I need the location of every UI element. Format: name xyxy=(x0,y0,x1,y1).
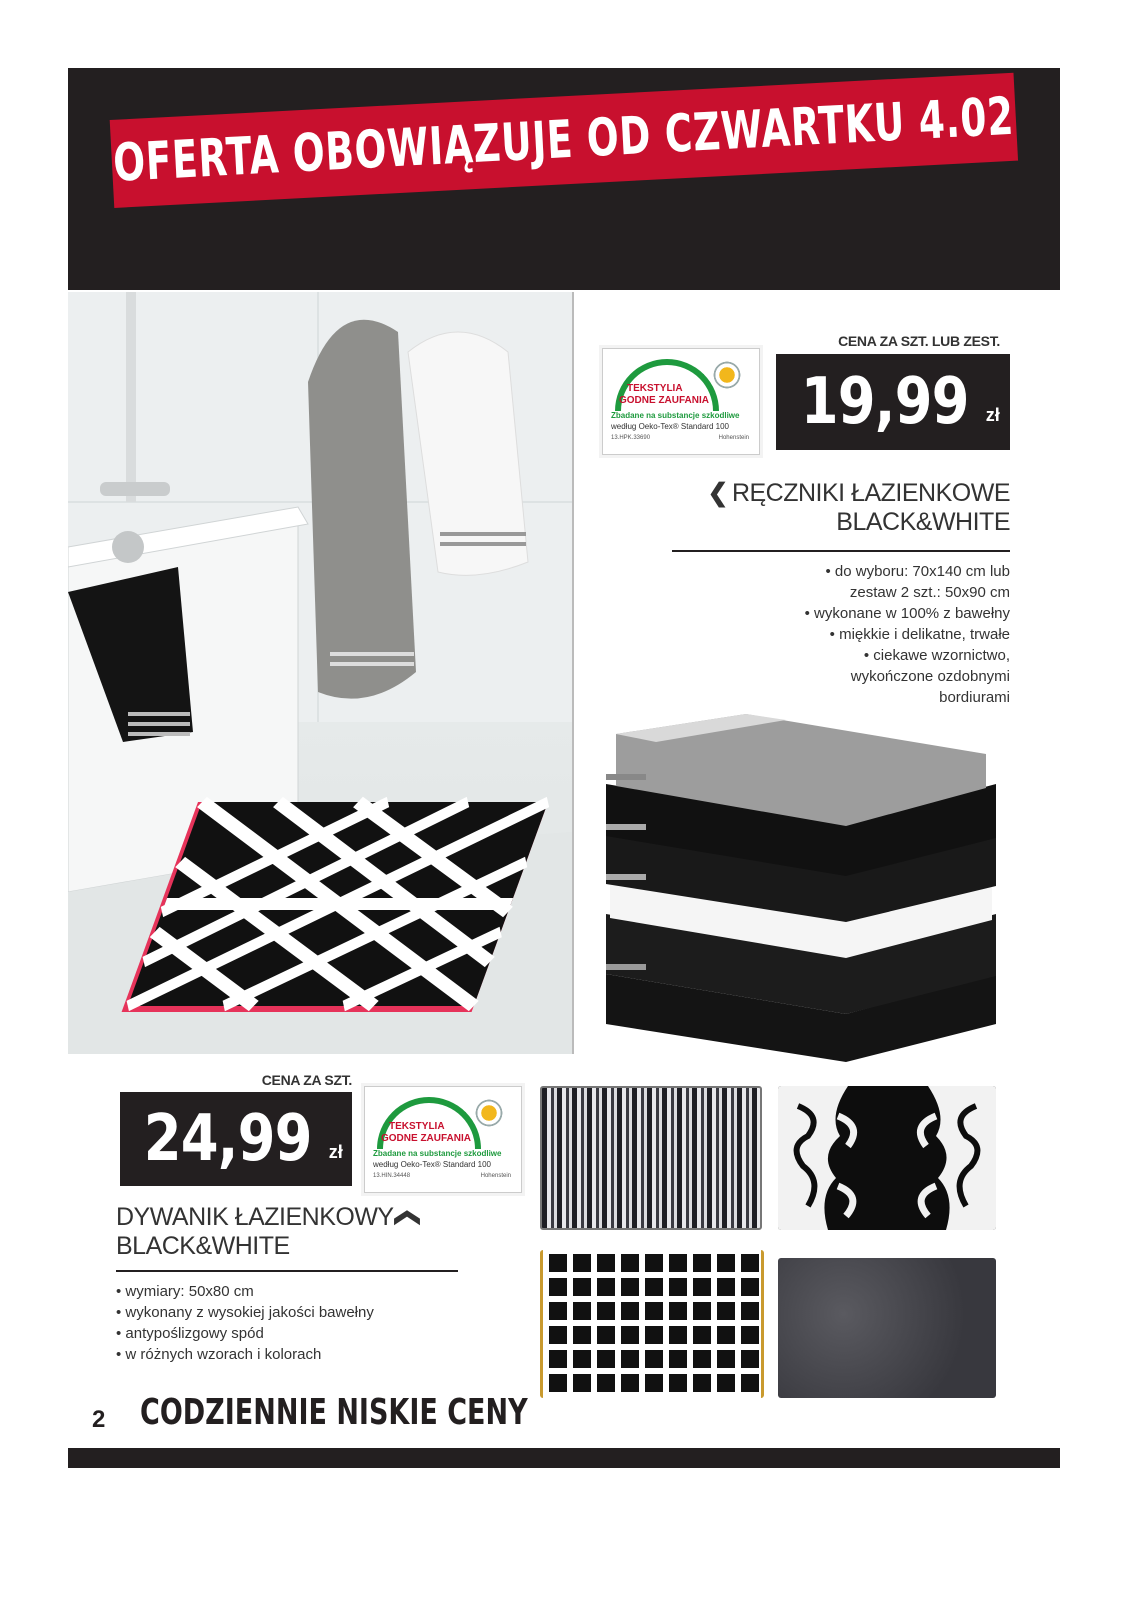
rug-sample-stripes xyxy=(540,1086,762,1230)
cert-flower-icon xyxy=(709,357,745,393)
rug-oeko-tex-badge xyxy=(364,1086,522,1193)
rug-features xyxy=(116,1281,476,1365)
towel-oeko-tex-badge xyxy=(602,348,760,455)
cert-code: 13.HPK.33690 xyxy=(611,435,651,441)
towel-divider xyxy=(672,550,1010,552)
towel-currency: zł xyxy=(985,404,1000,425)
rug-currency: zł xyxy=(328,1141,343,1162)
bathroom-illustration xyxy=(68,292,572,1054)
rug-feature: • w różnych wzorach i kolorach xyxy=(116,1346,322,1363)
chevron-left-icon: ❮ xyxy=(707,479,728,507)
cert-line2: GODNE ZAUFANIA xyxy=(381,1133,471,1144)
rug-sample-grid xyxy=(540,1250,764,1398)
cert-line3: Zbadane na substancje szkodliwe xyxy=(611,411,740,420)
rug-feature: • wykonany z wysokiej jakości bawełny xyxy=(116,1304,374,1321)
cert-line4: według Oeko-Tex® Standard 100 xyxy=(373,1160,491,1169)
towel-stack-illustration xyxy=(596,714,1000,1062)
header-bar xyxy=(68,68,1060,290)
towel-stack-photo xyxy=(596,714,1000,1062)
page-number: 2 xyxy=(92,1406,106,1433)
cert-line2: GODNE ZAUFANIA xyxy=(619,395,709,406)
towel-title-line1: RĘCZNIKI ŁAZIENKOWE xyxy=(731,479,1010,507)
rug-sample-damask xyxy=(778,1086,996,1230)
rug-title xyxy=(116,1203,496,1261)
cert-institute: Hohenstein xyxy=(718,435,749,441)
footer-bar xyxy=(68,1448,1060,1468)
rug-price-caption: CENA ZA SZT. xyxy=(261,1072,352,1088)
towel-price: 19,99 xyxy=(801,365,969,439)
rug-title-line2: BLACK&WHITE xyxy=(116,1232,290,1260)
towel-feature: • ciekawe wzornictwo, xyxy=(863,647,1010,664)
damask-pattern-illustration xyxy=(778,1086,996,1230)
cert-line3: Zbadane na substancje szkodliwe xyxy=(373,1149,502,1158)
offer-banner-text: OFERTA OBOWIĄZUJE OD CZWARTKU 4.02 xyxy=(112,86,1016,194)
rug-price-box xyxy=(120,1092,352,1186)
cert-line4: według Oeko-Tex® Standard 100 xyxy=(611,422,729,431)
rug-feature: • antypoślizgowy spód xyxy=(116,1325,264,1342)
rug-feature: • wymiary: 50x80 cm xyxy=(116,1283,254,1300)
rug-title-line1: DYWANIK ŁAZIENKOWY xyxy=(116,1203,394,1231)
towel-title xyxy=(660,479,1010,537)
towel-features xyxy=(700,561,1010,708)
towel-title-line2: BLACK&WHITE xyxy=(836,508,1010,536)
offer-banner xyxy=(110,73,1018,208)
grid-pattern xyxy=(543,1250,761,1398)
footer-slogan: CODZIENNIE NISKIE CENY xyxy=(140,1392,528,1433)
cert-code: 13.HIN.34448 xyxy=(373,1173,411,1179)
rug-sample-grey xyxy=(778,1258,996,1398)
towel-price-box xyxy=(776,354,1010,450)
cert-institute: Hohenstein xyxy=(480,1173,511,1179)
bathroom-photo xyxy=(68,292,574,1054)
towel-feature: • miękkie i delikatne, trwałe xyxy=(829,626,1010,643)
rug-divider xyxy=(116,1270,458,1272)
towel-feature: • wykonane w 100% z bawełny xyxy=(804,605,1010,622)
rug-price: 24,99 xyxy=(144,1102,312,1176)
towel-feature: wykończone ozdobnymi xyxy=(850,668,1010,685)
cert-line1: TEKSTYLIA xyxy=(627,383,683,394)
chevron-up-icon: ❮ xyxy=(394,1207,423,1228)
towel-feature: zestaw 2 szt.: 50x90 cm xyxy=(849,584,1010,601)
towel-feature: • do wyboru: 70x140 cm lub xyxy=(825,563,1010,580)
cert-flower-icon xyxy=(471,1095,507,1131)
cert-line1: TEKSTYLIA xyxy=(389,1121,445,1132)
towel-feature: bordiurami xyxy=(939,689,1010,706)
towel-price-caption: CENA ZA SZT. LUB ZEST. xyxy=(838,333,1000,349)
